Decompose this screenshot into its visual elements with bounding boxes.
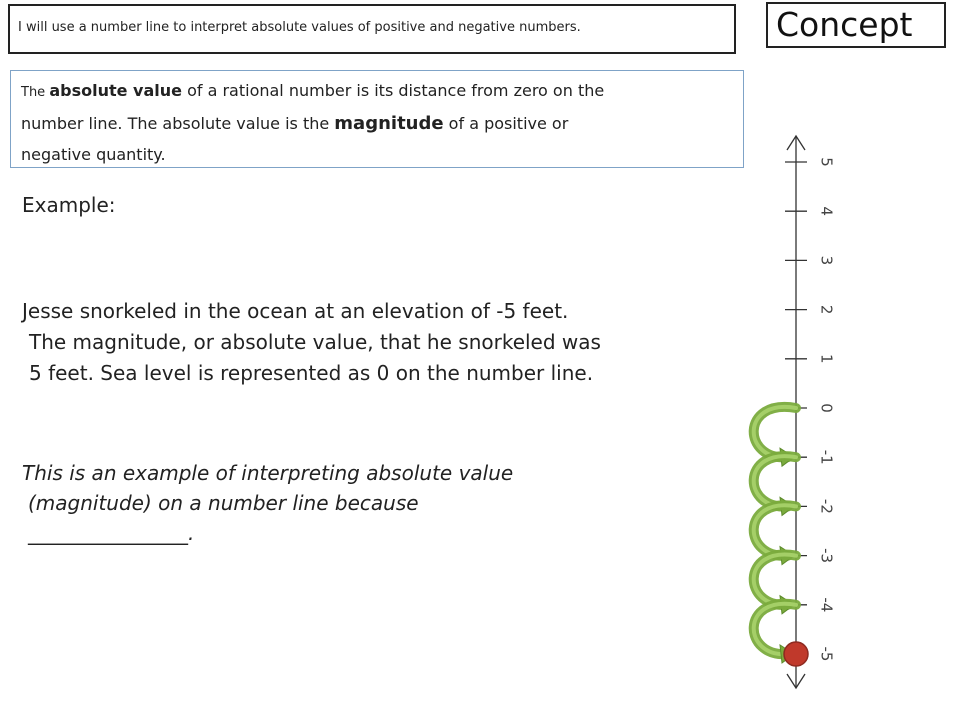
definition-intro: The: [21, 85, 50, 100]
hop-arrow-highlight: [754, 456, 796, 506]
tick-label: 4: [817, 206, 836, 216]
tick-label: -3: [817, 548, 836, 564]
tick-label: -5: [817, 646, 836, 662]
tick-label: 2: [817, 304, 836, 315]
prompt-text: [22, 458, 722, 548]
hop-arrow-highlight: [754, 407, 796, 457]
tick-label: 3: [817, 255, 836, 266]
definition-line-3: [21, 139, 733, 170]
objective-text: I will use a number line to interpret absolute values of positive and negative numbers.: [18, 20, 581, 35]
definition-text-2b: of a positive or: [443, 114, 569, 133]
tick-label: -4: [817, 597, 836, 613]
problem-line: Jesse snorkeled in the ocean at an elevation of -5 feet.: [22, 299, 569, 323]
definition-line-2: [21, 108, 733, 139]
concept-title: Concept: [776, 5, 913, 44]
definition-line-1: [21, 75, 733, 108]
definition-term: absolute value: [49, 81, 182, 100]
tick-label: -2: [817, 498, 836, 514]
point-marker: [784, 642, 808, 666]
problem-line: The magnitude, or absolute value, that he snorkeled was: [29, 330, 601, 354]
concept-title-box: [766, 2, 946, 48]
tick-label: 5: [817, 157, 836, 167]
learning-objective: [8, 4, 736, 54]
hop-arrow-highlight: [754, 505, 796, 555]
problem-line: 5 feet. Sea level is represented as 0 on the number line.: [29, 361, 594, 385]
prompt-line: (magnitude) on a number line because: [28, 491, 419, 515]
definition-box: [10, 70, 744, 168]
tick-label: 1: [817, 354, 836, 364]
tick-label: -1: [817, 449, 836, 465]
definition-text-2a: number line. The absolute value is the: [21, 114, 335, 133]
answer-blank: ________________.: [28, 521, 195, 545]
prompt-line: This is an example of interpreting absolute value: [22, 461, 514, 485]
hop-arrow-highlight: [754, 555, 796, 605]
problem-text: [22, 296, 742, 389]
definition-magnitude: magnitude: [334, 113, 444, 134]
definition-text: of a rational number is its distance from zero on the: [181, 81, 605, 100]
vertical-number-line: [730, 130, 850, 710]
definition-text-3: negative quantity.: [21, 145, 166, 164]
example-label: Example:: [22, 193, 116, 217]
tick-label: 0: [817, 403, 836, 413]
